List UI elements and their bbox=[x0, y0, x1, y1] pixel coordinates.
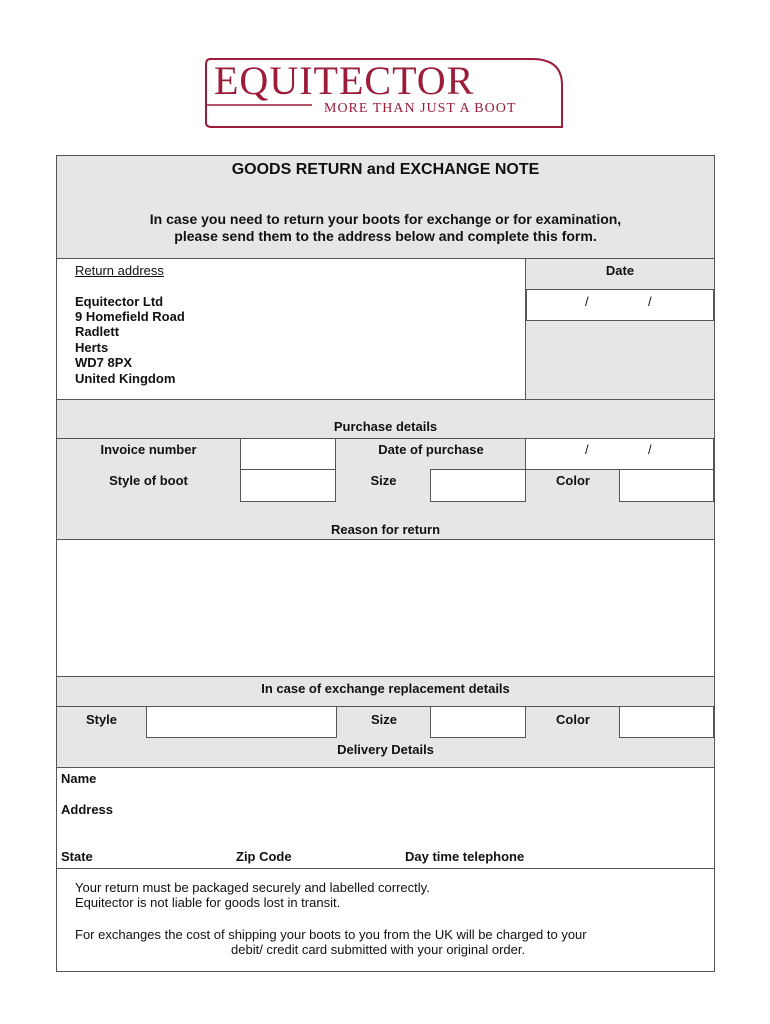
logo-tagline-text: MORE THAN JUST A BOOT bbox=[324, 101, 517, 116]
exchange-style-label: Style bbox=[85, 712, 118, 727]
intro-line-2: please send them to the address below and complete this form. bbox=[174, 228, 597, 244]
intro-line-1: In case you need to return your boots for exchange or for examination, bbox=[149, 211, 622, 227]
return-address-label: Return address bbox=[75, 263, 164, 278]
note-line-1: Your return must be packaged securely and labelled correctly. bbox=[75, 880, 430, 895]
exchange-size-label: Size bbox=[370, 712, 397, 727]
style-of-boot-label: Style of boot bbox=[109, 473, 188, 488]
note-line-3: For exchanges the cost of shipping your boots to you from the UK will be charged to your bbox=[75, 927, 587, 942]
address-label: Address bbox=[61, 802, 114, 817]
equitector-logo bbox=[202, 55, 567, 130]
address-line-4: Herts bbox=[75, 340, 109, 355]
form-title: GOODS RETURN and EXCHANGE NOTE bbox=[231, 161, 540, 178]
size-field[interactable] bbox=[430, 469, 526, 502]
exchange-heading: In case of exchange replacement details bbox=[261, 681, 510, 696]
reason-textarea[interactable] bbox=[57, 541, 714, 676]
date-label: Date bbox=[605, 263, 635, 278]
purchase-date-separator-1: / bbox=[585, 442, 589, 457]
logo-brand-text: EQUITECTOR bbox=[214, 58, 475, 103]
name-label: Name bbox=[61, 771, 97, 786]
address-line-5: WD7 8PX bbox=[75, 355, 133, 370]
note-line-4: debit/ credit card submitted with your original order. bbox=[231, 942, 526, 957]
delivery-heading: Delivery Details bbox=[337, 742, 434, 757]
address-line-6: United Kingdom bbox=[75, 371, 176, 386]
style-of-boot-field[interactable] bbox=[240, 469, 336, 502]
exchange-color-field[interactable] bbox=[619, 706, 714, 738]
invoice-number-field[interactable] bbox=[240, 438, 336, 470]
reason-heading: Reason for return bbox=[330, 522, 441, 537]
exchange-color-label: Color bbox=[556, 712, 590, 727]
exchange-size-field[interactable] bbox=[430, 706, 526, 738]
address-line-3: Radlett bbox=[75, 324, 120, 339]
purchase-details-heading: Purchase details bbox=[333, 419, 438, 434]
address-line-1: Equitector Ltd bbox=[75, 294, 164, 309]
day-time-telephone-label: Day time telephone bbox=[405, 849, 525, 864]
invoice-number-label: Invoice number bbox=[100, 442, 197, 457]
date-separator-2: / bbox=[648, 294, 652, 309]
exchange-style-field[interactable] bbox=[146, 706, 337, 738]
date-separator-1: / bbox=[585, 294, 589, 309]
purchase-date-separator-2: / bbox=[648, 442, 652, 457]
date-of-purchase-label: Date of purchase bbox=[378, 442, 484, 457]
state-label: State bbox=[61, 849, 93, 864]
date-field[interactable] bbox=[526, 289, 714, 321]
color-field[interactable] bbox=[619, 469, 714, 502]
size-label: Size bbox=[370, 473, 397, 488]
address-line-2: 9 Homefield Road bbox=[75, 309, 185, 324]
zip-code-label: Zip Code bbox=[236, 849, 292, 864]
color-label: Color bbox=[556, 473, 590, 488]
note-line-2: Equitector is not liable for goods lost in transit. bbox=[75, 895, 341, 910]
date-of-purchase-field[interactable] bbox=[525, 438, 714, 470]
date-panel bbox=[526, 259, 714, 399]
